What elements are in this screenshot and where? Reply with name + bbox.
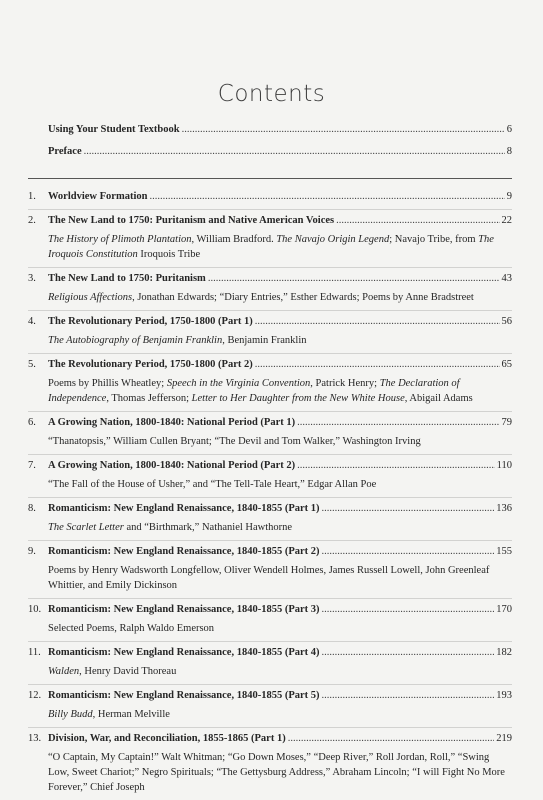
- intro-entries: [48, 123, 512, 167]
- work-title: Billy Budd: [48, 709, 93, 720]
- dot-leader: [297, 416, 499, 430]
- toc-row[interactable]: [28, 459, 512, 473]
- chapter-number: 13.: [28, 733, 42, 744]
- page-number: 56: [501, 316, 512, 327]
- page-number: 136: [496, 503, 512, 514]
- dot-leader: [322, 603, 495, 617]
- dot-leader: [336, 214, 499, 228]
- dot-leader: [255, 315, 500, 329]
- work-title: The Declaration of Independence: [48, 378, 460, 404]
- page-number: 170: [496, 604, 512, 615]
- page-number: 6: [506, 124, 512, 135]
- chapter-entry: [28, 186, 512, 210]
- dot-leader: [288, 732, 495, 746]
- entry-title: A Growing Nation, 1800-1840: National Period (Part 1): [48, 417, 296, 428]
- chapter-readings: [48, 520, 512, 535]
- page-number: 193: [496, 690, 512, 701]
- dot-leader: [322, 502, 495, 516]
- toc-row[interactable]: [28, 545, 512, 559]
- page-number: 65: [501, 359, 512, 370]
- chapter-readings: [48, 290, 512, 305]
- reading-text: Poems by Henry Wadsworth Longfellow, Oliver Wendell Holmes, James Russell Lowell, John Greenleaf Whittier, and Emily Dickinson: [48, 565, 490, 591]
- reading-text: “Thanatopsis,” William Cullen Bryant; “The Devil and Tom Walker,” Washington Irving: [48, 436, 421, 447]
- entry-title: The Revolutionary Period, 1750-1800 (Part 1): [48, 316, 253, 327]
- entry-title: Romanticism: New England Renaissance, 1840-1855 (Part 4): [48, 647, 320, 658]
- toc-row[interactable]: [48, 123, 512, 145]
- chapter-entry: [28, 354, 512, 412]
- chapter-entry: [28, 311, 512, 354]
- entry-title: Division, War, and Reconciliation, 1855-1865 (Part 1): [48, 733, 286, 744]
- chapter-readings: [48, 434, 512, 449]
- chapter-readings: [48, 563, 512, 593]
- reading-text: , Jonathan Edwards; “Diary Entries,” Esther Edwards; Poems by Anne Bradstreet: [132, 292, 474, 303]
- work-title: The Scarlet Letter: [48, 522, 124, 533]
- entry-title: Romanticism: New England Renaissance, 1840-1855 (Part 3): [48, 604, 320, 615]
- chapter-readings: [48, 477, 512, 492]
- reading-text: , William Bradford.: [191, 234, 277, 245]
- work-title: The History of Plimoth Plantation: [48, 234, 192, 245]
- reading-text: , Benjamin Franklin: [222, 335, 307, 346]
- page-number: 110: [496, 460, 512, 471]
- chapter-entry: [28, 599, 512, 642]
- toc-row[interactable]: [28, 315, 512, 329]
- chapter-entry: [28, 455, 512, 498]
- chapter-number: 3.: [28, 273, 36, 284]
- entry-title: Romanticism: New England Renaissance, 1840-1855 (Part 1): [48, 503, 320, 514]
- reading-text: , Abigail Adams: [404, 393, 473, 404]
- chapter-entry: [28, 728, 512, 800]
- reading-text: ; Navajo Tribe, from: [389, 234, 479, 245]
- entry-title: Using Your Student Textbook: [48, 124, 180, 135]
- chapter-readings: [48, 232, 512, 262]
- page-number: 43: [501, 273, 512, 284]
- toc-row[interactable]: [28, 603, 512, 617]
- chapter-readings: [48, 750, 512, 795]
- entry-title: Romanticism: New England Renaissance, 1840-1855 (Part 2): [48, 546, 320, 557]
- reading-text: , Thomas Jefferson;: [106, 393, 192, 404]
- page-number: 219: [496, 733, 512, 744]
- chapter-number: 5.: [28, 359, 36, 370]
- chapter-entry: [28, 210, 512, 268]
- toc-row[interactable]: [28, 214, 512, 228]
- entry-title: The New Land to 1750: Puritanism and Native American Voices: [48, 215, 335, 226]
- chapter-number: 9.: [28, 546, 36, 557]
- toc-row[interactable]: [28, 416, 512, 430]
- chapter-number: 4.: [28, 316, 36, 327]
- work-title: Walden: [48, 666, 80, 677]
- reading-text: Poems by Phillis Wheatley;: [48, 378, 167, 389]
- dot-leader: [322, 689, 495, 703]
- chapter-readings: [48, 707, 512, 722]
- chapter-entry: [28, 268, 512, 311]
- chapter-readings: [48, 376, 512, 406]
- entry-title: Romanticism: New England Renaissance, 1840-1855 (Part 5): [48, 690, 320, 701]
- toc-row[interactable]: [28, 732, 512, 746]
- divider: [28, 178, 512, 179]
- chapter-list: [28, 186, 512, 800]
- reading-text: , Patrick Henry;: [310, 378, 380, 389]
- toc-row[interactable]: [48, 145, 512, 167]
- dot-leader: [255, 358, 500, 372]
- work-title: Speech in the Virginia Convention: [166, 378, 311, 389]
- page-number: 9: [506, 191, 512, 202]
- table-of-contents: [28, 123, 512, 800]
- page-number: 8: [506, 146, 512, 157]
- page-number: 155: [496, 546, 512, 557]
- reading-text: Selected Poems, Ralph Waldo Emerson: [48, 623, 215, 634]
- reading-text: and “Birthmark,” Nathaniel Hawthorne: [123, 522, 293, 533]
- page-title: Contents: [217, 81, 326, 107]
- chapter-readings: [48, 333, 512, 348]
- chapter-number: 8.: [28, 503, 36, 514]
- toc-row[interactable]: [28, 689, 512, 703]
- dot-leader: [149, 190, 504, 204]
- page-number: 22: [501, 215, 512, 226]
- chapter-number: 1.: [28, 191, 36, 202]
- chapter-entry: [28, 498, 512, 541]
- dot-leader: [322, 545, 495, 559]
- work-title: The Navajo Origin Legend: [276, 234, 390, 245]
- dot-leader: [297, 459, 495, 473]
- work-title: Religious Affections: [48, 292, 133, 303]
- reading-text: “The Fall of the House of Usher,” and “The Tell-Tale Heart,” Edgar Allan Poe: [48, 479, 377, 490]
- chapter-number: 2.: [28, 215, 36, 226]
- entry-title: The New Land to 1750: Puritanism: [48, 273, 206, 284]
- reading-text: Iroquois Tribe: [137, 249, 201, 260]
- dot-leader: [322, 646, 495, 660]
- dot-leader: [208, 272, 500, 286]
- work-title: The Iroquois Constitution: [48, 234, 494, 260]
- reading-text: “O Captain, My Captain!” Walt Whitman; “Go Down Moses,” “Deep River,” Roll Jordan, Roll,” “Swing Low, Sweet Chariot;” Negro Spirituals; “The Gettysburg Address,” Abraham Lincoln; “I will Fight No More Forever,” Chief Joseph: [48, 752, 505, 793]
- work-title: The Autobiography of Benjamin Franklin: [48, 335, 223, 346]
- chapter-entry: [28, 685, 512, 728]
- toc-row[interactable]: [28, 272, 512, 286]
- chapter-number: 10.: [28, 604, 42, 615]
- toc-row[interactable]: [28, 646, 512, 660]
- reading-text: , Herman Melville: [92, 709, 170, 720]
- chapter-number: 7.: [28, 460, 36, 471]
- toc-row[interactable]: [28, 190, 512, 204]
- dot-leader: [182, 123, 505, 137]
- entry-title: Worldview Formation: [48, 191, 148, 202]
- page-number: 79: [501, 417, 512, 428]
- chapter-entry: [28, 541, 512, 599]
- dot-leader: [84, 145, 505, 159]
- chapter-number: 11.: [28, 647, 41, 658]
- page-number: 182: [496, 647, 512, 658]
- chapter-entry: [28, 642, 512, 685]
- entry-title: The Revolutionary Period, 1750-1800 (Part 2): [48, 359, 253, 370]
- toc-row[interactable]: [28, 358, 512, 372]
- chapter-readings: [48, 664, 512, 679]
- chapter-readings: [48, 621, 512, 636]
- entry-title: A Growing Nation, 1800-1840: National Period (Part 2): [48, 460, 296, 471]
- reading-text: , Henry David Thoreau: [79, 666, 177, 677]
- entry-title: Preface: [48, 146, 82, 157]
- chapter-number: 12.: [28, 690, 42, 701]
- chapter-entry: [28, 412, 512, 455]
- toc-row[interactable]: [28, 502, 512, 516]
- chapter-number: 6.: [28, 417, 36, 428]
- work-title: Letter to Her Daughter from the New White House: [191, 393, 405, 404]
